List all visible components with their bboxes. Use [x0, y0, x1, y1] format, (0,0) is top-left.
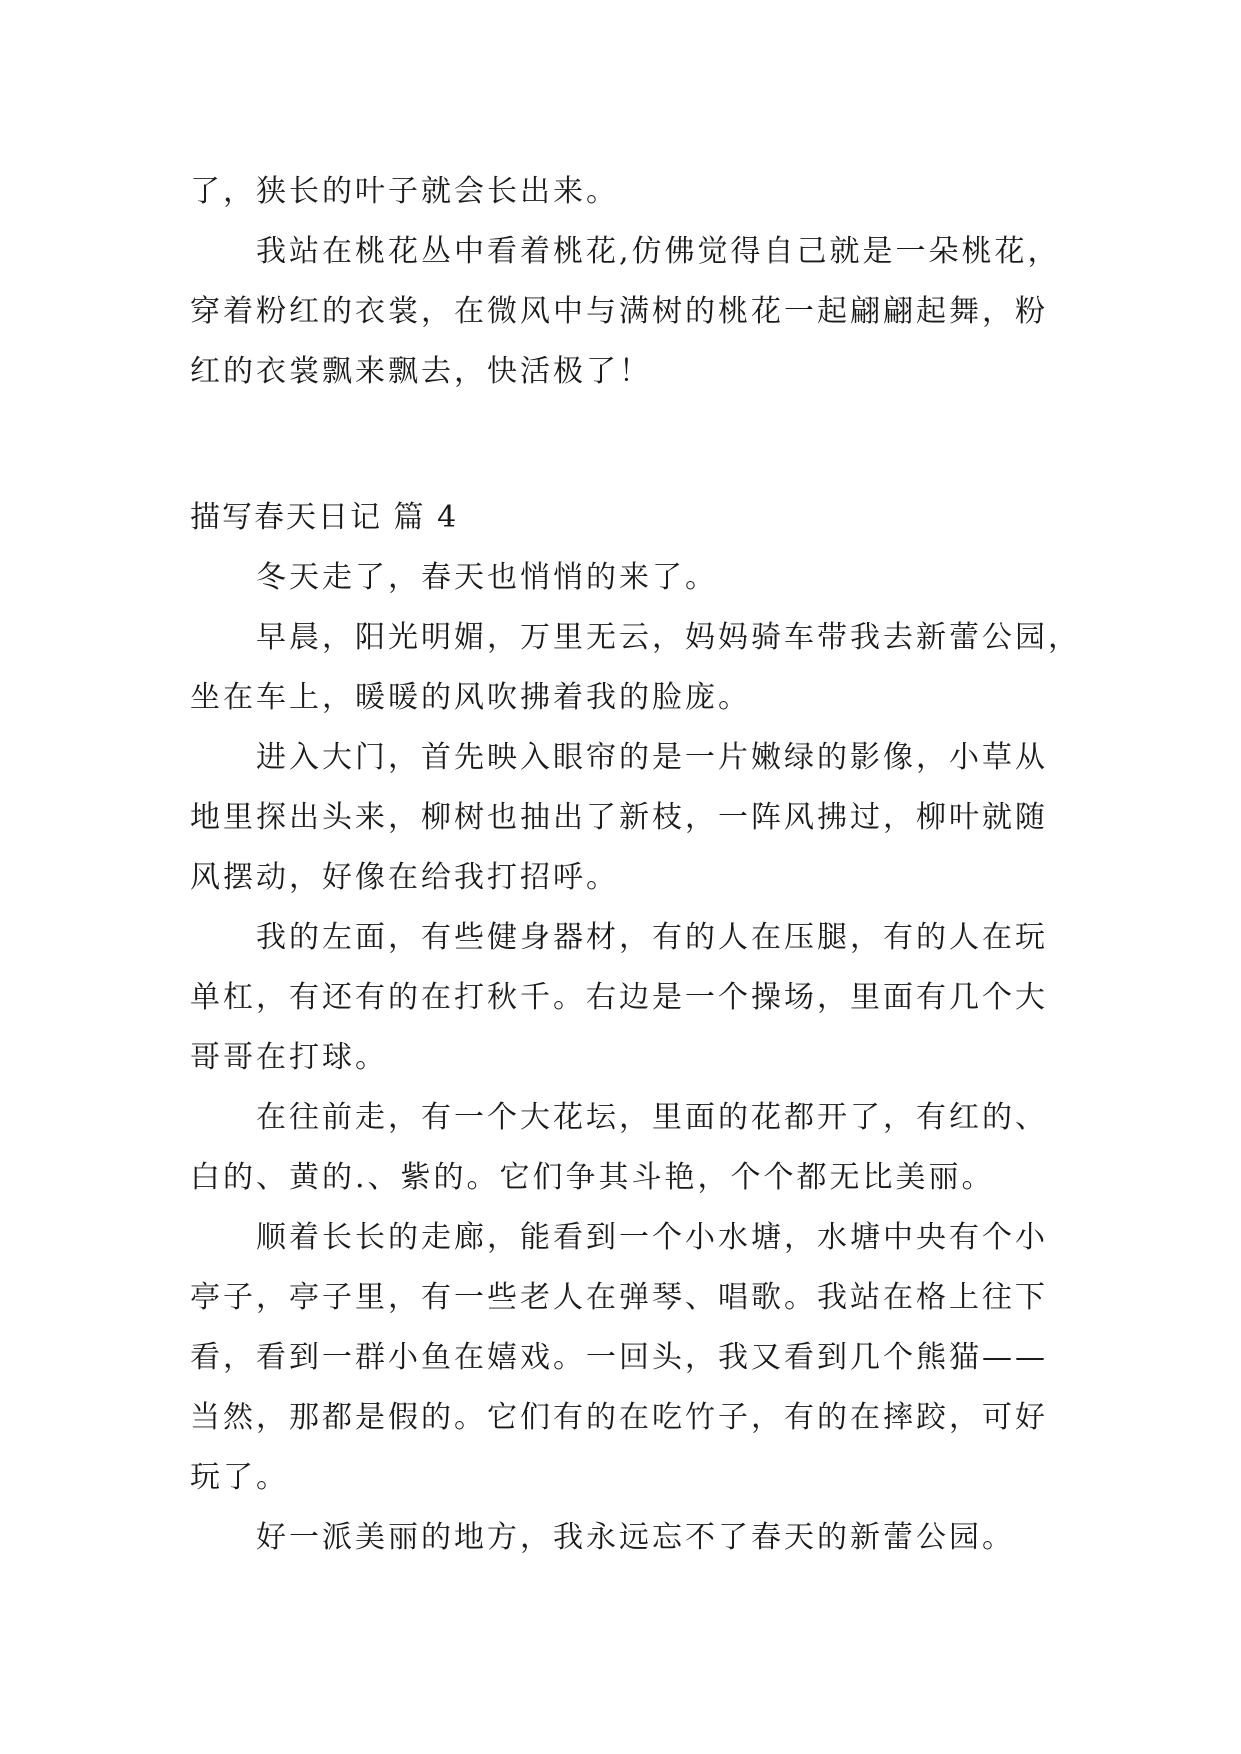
- paragraph-line: 坐在车上，暖暖的风吹拂着我的脸庞。: [190, 680, 751, 715]
- paragraph-line: 顺着长长的走廊，能看到一个小水塘，水塘中央有个小: [256, 1220, 1048, 1255]
- paragraph-line: 亭子，亭子里，有一些老人在弹琴、唱歌。我站在格上往下: [190, 1280, 1048, 1315]
- paragraph-line: 早晨，阳光明媚，万里无云，妈妈骑车带我去新蕾公园，: [256, 620, 1081, 655]
- section-heading: 描写春天日记 篇 4: [190, 500, 459, 535]
- paragraph-line: 哥哥在打球。: [190, 1040, 388, 1075]
- paragraph-line: 单杠，有还有的在打秋千。右边是一个操场，里面有几个大: [190, 980, 1048, 1015]
- paragraph-line: 红的衣裳飘来飘去，快活极了！: [190, 354, 652, 389]
- paragraph-line: 地里探出头来，柳树也抽出了新枝，一阵风拂过，柳叶就随: [190, 800, 1048, 835]
- paragraph-line: 我的左面，有些健身器材，有的人在压腿，有的人在玩: [256, 920, 1048, 955]
- paragraph-line: 进入大门，首先映入眼帘的是一片嫩绿的影像，小草从: [256, 740, 1048, 775]
- paragraph-line: 我站在桃花丛中看着桃花,仿佛觉得自己就是一朵桃花，: [256, 234, 1061, 269]
- paragraph-line: 穿着粉红的衣裳，在微风中与满树的桃花一起翩翩起舞，粉: [190, 294, 1048, 329]
- paragraph-line: 风摆动，好像在给我打招呼。: [190, 860, 619, 895]
- section-gap: [190, 402, 1090, 488]
- paragraph-line: 当然，那都是假的。它们有的在吃竹子，有的在摔跤，可好: [190, 1400, 1048, 1435]
- paragraph-line: 了，狭长的叶子就会长出来。: [190, 174, 619, 209]
- paragraph-line: 在往前走，有一个大花坛，里面的花都开了，有红的、: [256, 1100, 1048, 1135]
- paragraph-line: 好一派美丽的地方，我永远忘不了春天的新蕾公园。: [256, 1520, 1015, 1555]
- paragraph-line: 看，看到一群小鱼在嬉戏。一回头，我又看到几个熊猫——: [190, 1340, 1048, 1375]
- paragraph-line: 玩了。: [190, 1460, 289, 1495]
- document-body: [190, 162, 1090, 1568]
- paragraph-line: 冬天走了，春天也悄悄的来了。: [256, 560, 718, 595]
- paragraph-line: 白的、黄的.、紫的。它们争其斗艳，个个都无比美丽。: [190, 1160, 995, 1195]
